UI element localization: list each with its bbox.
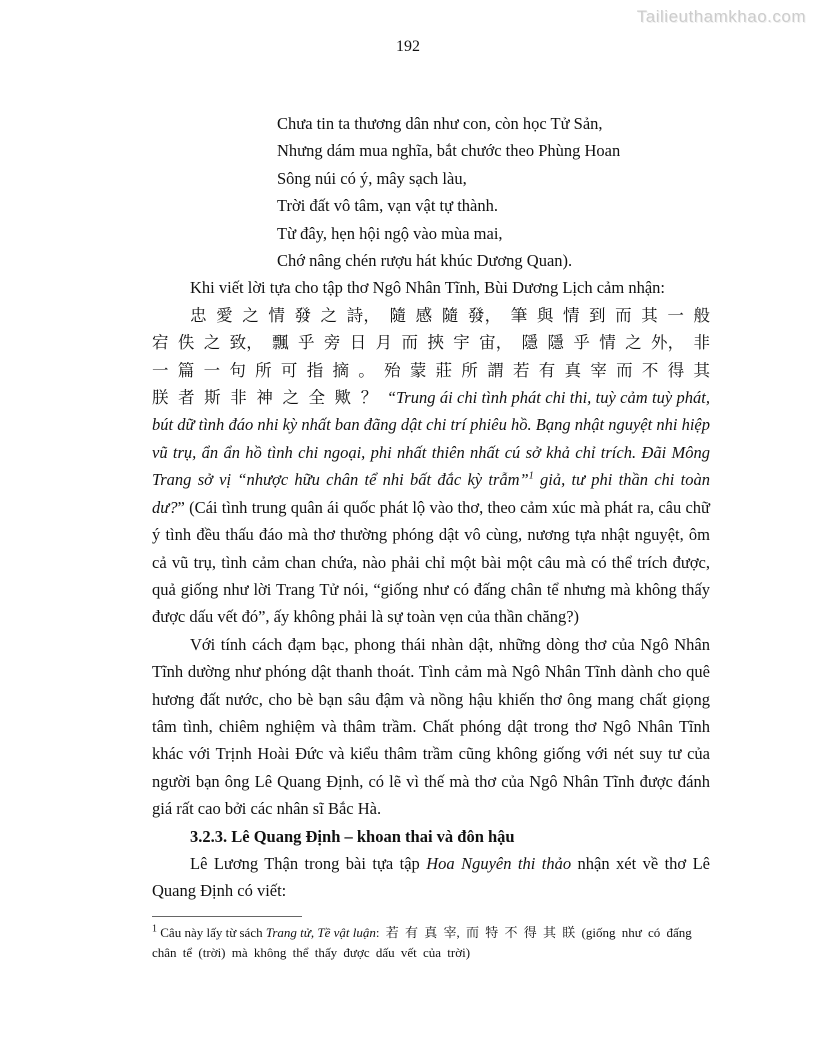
le-luong-than-paragraph: [152, 850, 710, 905]
section-heading: 3.2.3. Lê Quang Định – khoan thai và đôn hậu: [190, 826, 515, 846]
poem-line: Sông núi có ý, mây sạch làu,: [277, 168, 467, 188]
poem-block: [277, 110, 710, 274]
poem-line: Chưa tin ta thương dân như con, còn học Tử Sản,: [277, 114, 603, 133]
intro-paragraph: Khi viết lời tựa cho tập thơ Ngô Nhân Tĩnh, Bùi Dương Lịch cảm nhận:: [190, 278, 665, 298]
poem-line: Nhưng dám mua nghĩa, bắt chước theo Phùng Hoan: [277, 141, 621, 161]
chinese-quote-text: 忠 愛 之 情 發 之 詩， 隨 感 隨 發， 筆 與 情 到 而 其 一 般 宕 佚 之 致， 飄 乎 旁 日 月 而 挾 宇 宙， 隱 隱 乎 情 之 外， 非 一 篇 一 句 所 可 指 摘 。 殆 蒙 莊 所 謂 若 有 真 宰 而 不 得 其 朕 者 斯 非 神 之 全 歟 ？: [152, 305, 710, 408]
vietnamese-translation: ” (Cái tình trung quân ái quốc phát lộ vào thơ, theo cảm xúc mà phát ra, câu chữ ý tình đều thấu đáo mà thơ thường phóng dật vô cùng, nương tựa nhật nguyệt, ôm cả vũ trụ, tình cảm chan chứa, nào phải chỉ một bài một câu mà có thể trích được, quả giống như lời Trang Tử nói, “giống như có đấng chân tể nhưng mà không thấy được dấu vết đó”, ấy không phải là sự toàn vẹn của thần chăng?): [152, 497, 710, 627]
page-content: [152, 110, 710, 905]
poem-line: Từ đây, hẹn hội ngộ vào mùa mai,: [277, 223, 503, 243]
poem-line: Chớ nâng chén rượu hát khúc Dương Quan).: [277, 251, 573, 271]
sentence-part: Lê Lương Thận trong bài tựa tập: [190, 853, 427, 873]
book-title: Hoa Nguyên thi thảo: [426, 853, 572, 873]
watermark: Tailieuthamkhao.com: [636, 7, 806, 26]
footnote-book-title: Trang tử, Tề vật luận: [265, 925, 376, 940]
commentary-paragraph: Với tính cách đạm bạc, phong thái nhàn dật, những dòng thơ của Ngô Nhân Tĩnh dường như phóng dật thanh thoát. Tình cảm mà Ngô Nhân Tĩnh dành cho quê hương đất nước, cho bè bạn sâu đậm và nồng hậu khiến thơ ông mang chất giọng tâm tình, chiêm nghiệm và thâm trầm. Chất phóng dật trong thơ Ngô Nhân Tĩnh khác với Trịnh Hoài Đức và kiểu thâm trầm cũng không giống với nét suy tư của người bạn ông Lê Quang Định, có lẽ vì thế mà thơ của Ngô Nhân Tĩnh được đánh giá rất cao bởi các nhân sĩ Bắc Hà.: [152, 634, 710, 819]
poem-line: Trời đất vô tâm, vạn vật tự thành.: [277, 196, 498, 216]
footnote-separator: [152, 916, 302, 917]
page-number: 192: [396, 38, 420, 55]
sino-viet-transliteration: “Trung ái chi tình phát chi thi, tuỳ cảm tuỳ phát, bút dữ tình đáo nhi kỳ nhất ban đãng dật chi trí phiêu hồ. Bạng nhật nguyệt nhi hiệp vũ trụ, ẩn ẩn hồ tình chi ngoại, phi nhất thiên nhất cú sở khả chỉ trích. Đãi Mông Trang sở vị “nhược hữu chân tể nhi bất đắc kỳ trẫm”: [152, 388, 711, 490]
footnote-number: 1: [152, 923, 157, 935]
sino-viet-transliteration: giả, tư phi thần chi toàn dư?: [152, 470, 710, 517]
footnote-reference-marker: 1: [528, 470, 534, 482]
footnote-part: Câu này lấy từ sách: [157, 925, 266, 940]
footnote-part: : 若 有 真 宰, 而 特 不 得 其 眹 (giống như có đấng chân tể (trời) mà không thể thấy được dấu vết của trời): [152, 925, 692, 960]
footnote: [152, 923, 710, 962]
footnote-area: [152, 916, 710, 962]
sentence-part: nhận xét về thơ Lê Quang Định có viết:: [152, 853, 710, 901]
quote-paragraph: [152, 302, 710, 631]
